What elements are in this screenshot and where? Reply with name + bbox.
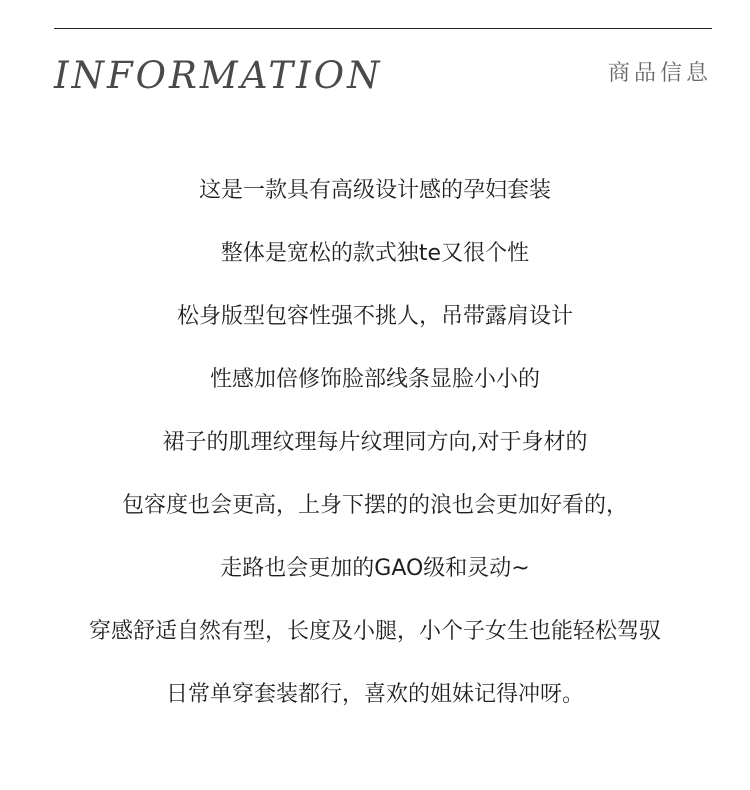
description-line: 裙子的肌理纹理每片纹理同方向,对于身材的 xyxy=(162,430,588,455)
section-title: INFORMATION xyxy=(54,54,383,97)
product-description xyxy=(0,159,750,726)
description-line: 整体是宽松的款式独te又很个性 xyxy=(220,241,530,266)
description-line: 日常单穿套装都行，喜欢的姐妹记得冲呀。 xyxy=(165,682,584,707)
description-line: 松身版型包容性强不挑人，吊带露肩设计 xyxy=(176,304,573,329)
description-line: 穿感舒适自然有型，长度及小腿，小个子女生也能轻松驾驭 xyxy=(88,619,661,644)
top-divider xyxy=(54,28,712,29)
section-subtitle: 商品信息 xyxy=(607,61,712,86)
description-line: 这是一款具有高级设计感的孕妇套装 xyxy=(198,178,551,203)
description-line: 包容度也会更高，上身下摆的的浪也会更加好看的， xyxy=(121,493,628,518)
description-line: 性感加倍修饰脸部线条显脸小小的 xyxy=(209,367,540,392)
description-line: 走路也会更加的GAO级和灵动~ xyxy=(220,556,530,581)
